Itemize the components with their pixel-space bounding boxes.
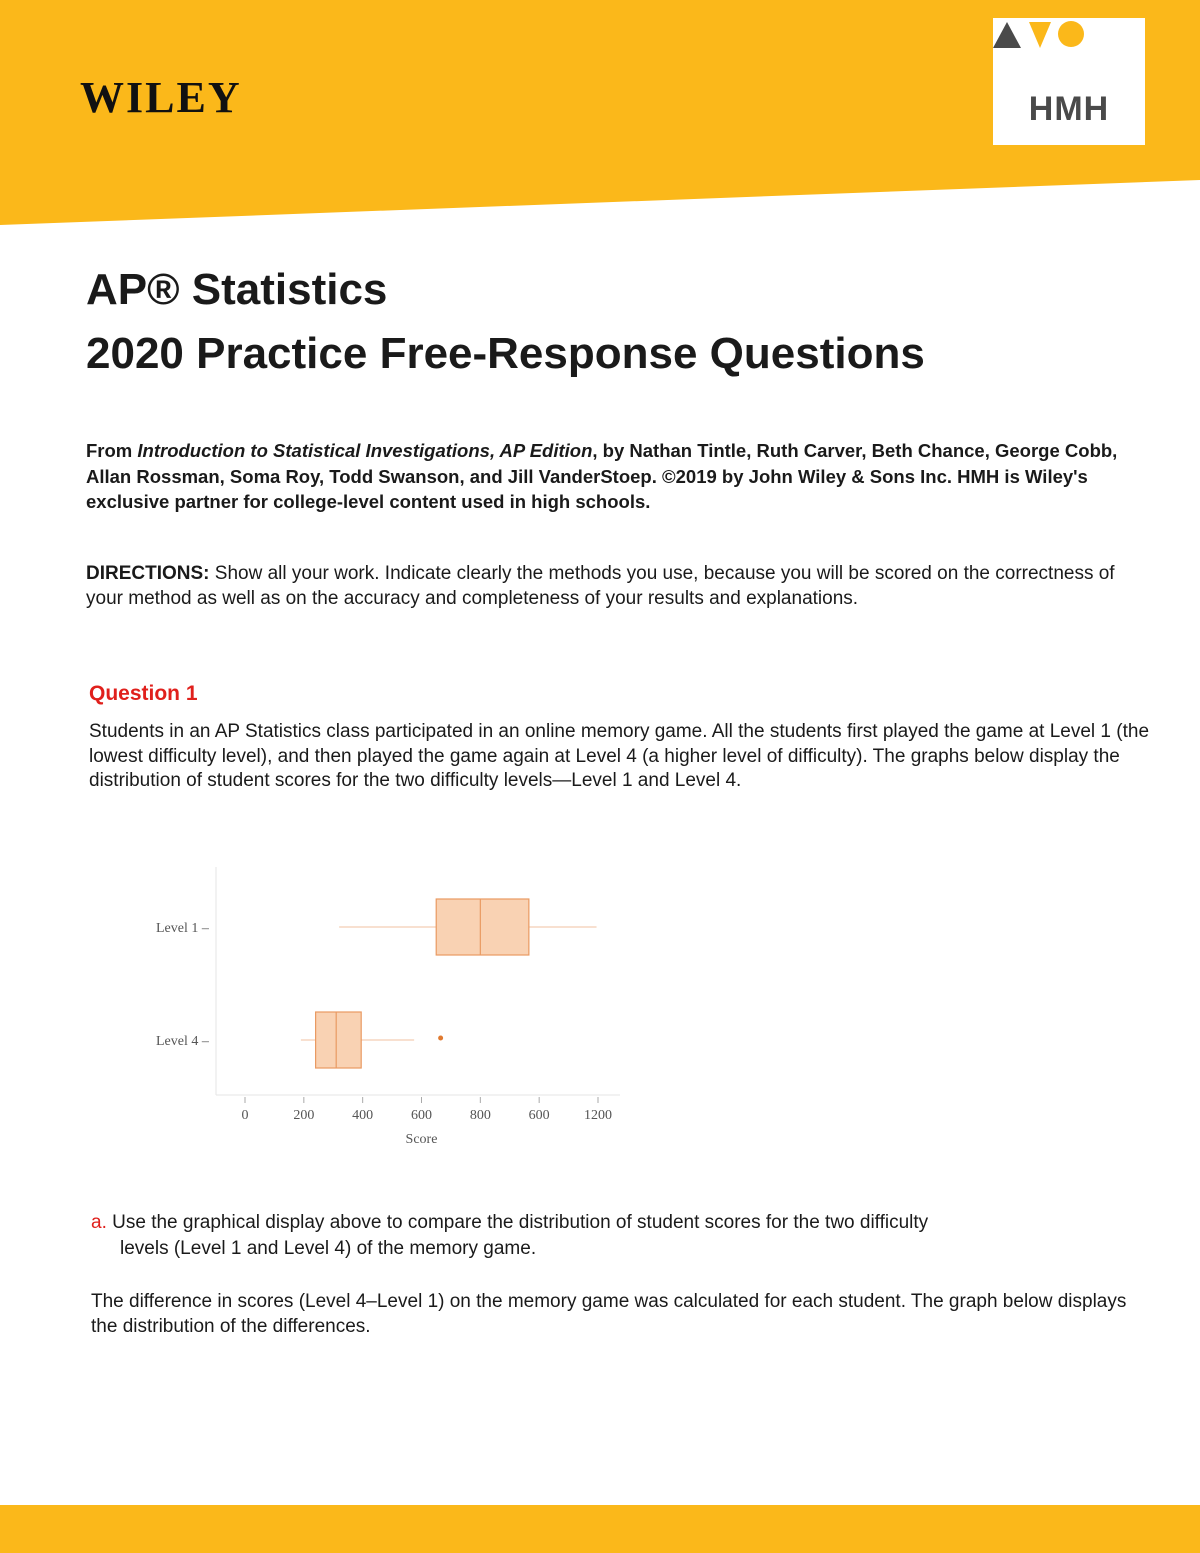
x-axis-label: Score [405, 1132, 438, 1147]
series-2-outlier-1 [438, 1036, 443, 1041]
credit-rest: , by Nathan Tintle, Ruth Carver, Beth Chance, George Cobb, Allan Rossman, Soma Roy, Todd Swanson, and Jill VanderStoep. ©2019 by John Wiley & Sons Inc. HMH is Wiley's exclusive partner for college-level content used in high schools. [86, 440, 1118, 512]
series-2-box [316, 1012, 362, 1068]
directions-text: Show all your work. Indicate clearly the methods you use, because you will be scored on the correctness of your method as well as on the accuracy and completeness of your results and explanations. [86, 563, 1115, 609]
credit-prefix: From [86, 440, 138, 461]
title-line-2: 2020 Practice Free-Response Questions [86, 329, 925, 378]
part-a [91, 1210, 1151, 1262]
part-a-text-2: levels (Level 1 and Level 4) of the memory game. [120, 1238, 537, 1259]
page-title [86, 258, 925, 386]
directions [86, 562, 1146, 611]
x-tick-label-1000: 600 [528, 1108, 550, 1123]
x-tick-label-600: 600 [411, 1108, 432, 1123]
boxplot-svg [140, 855, 640, 1150]
hmh-logo [993, 18, 1145, 145]
x-tick-label-1200: 1200 [584, 1108, 612, 1123]
series-2-label: Level 4 – [156, 1034, 209, 1049]
x-tick-label-800: 800 [469, 1108, 491, 1123]
difference-description: The difference in scores (Level 4–Level 1) on the memory game was calculated for each student. The graph below displays the distribution of the differences. [91, 1291, 1127, 1337]
part-a-label: a. [91, 1212, 107, 1233]
hmh-logo-shapes [993, 18, 1085, 52]
source-credit [86, 438, 1146, 515]
question-intro: Students in an AP Statistics class participated in an online memory game. All the students first played the game at Level 1 (the lowest difficulty level), and then played the game again at Level 4 (a higher level of difficulty). The graphs below display the distribution of student scores for the two difficulty levels—Level 1 and Level 4. [89, 721, 1150, 791]
header-band [0, 0, 1200, 225]
question-heading: Question 1 [89, 682, 198, 705]
part-a-text-1: Use the graphical display above to compare the distribution of student scores for the two difficulty [106, 1212, 929, 1233]
x-tick-label-0: 0 [241, 1108, 249, 1123]
directions-label: DIRECTIONS: [86, 563, 210, 584]
series-1-box [436, 899, 529, 955]
wiley-logo: WILEY [80, 73, 242, 122]
x-tick-label-400: 400 [352, 1108, 374, 1123]
boxplot-chart [140, 855, 640, 1155]
hmh-logo-text: HMH [1028, 90, 1110, 128]
book-title: Introduction to Statistical Investigations, AP Edition [137, 440, 593, 461]
footer-band [0, 1505, 1200, 1553]
title-line-1: AP® Statistics [86, 265, 388, 314]
series-1-label: Level 1 – [156, 921, 209, 936]
x-tick-label-200: 200 [293, 1108, 315, 1123]
